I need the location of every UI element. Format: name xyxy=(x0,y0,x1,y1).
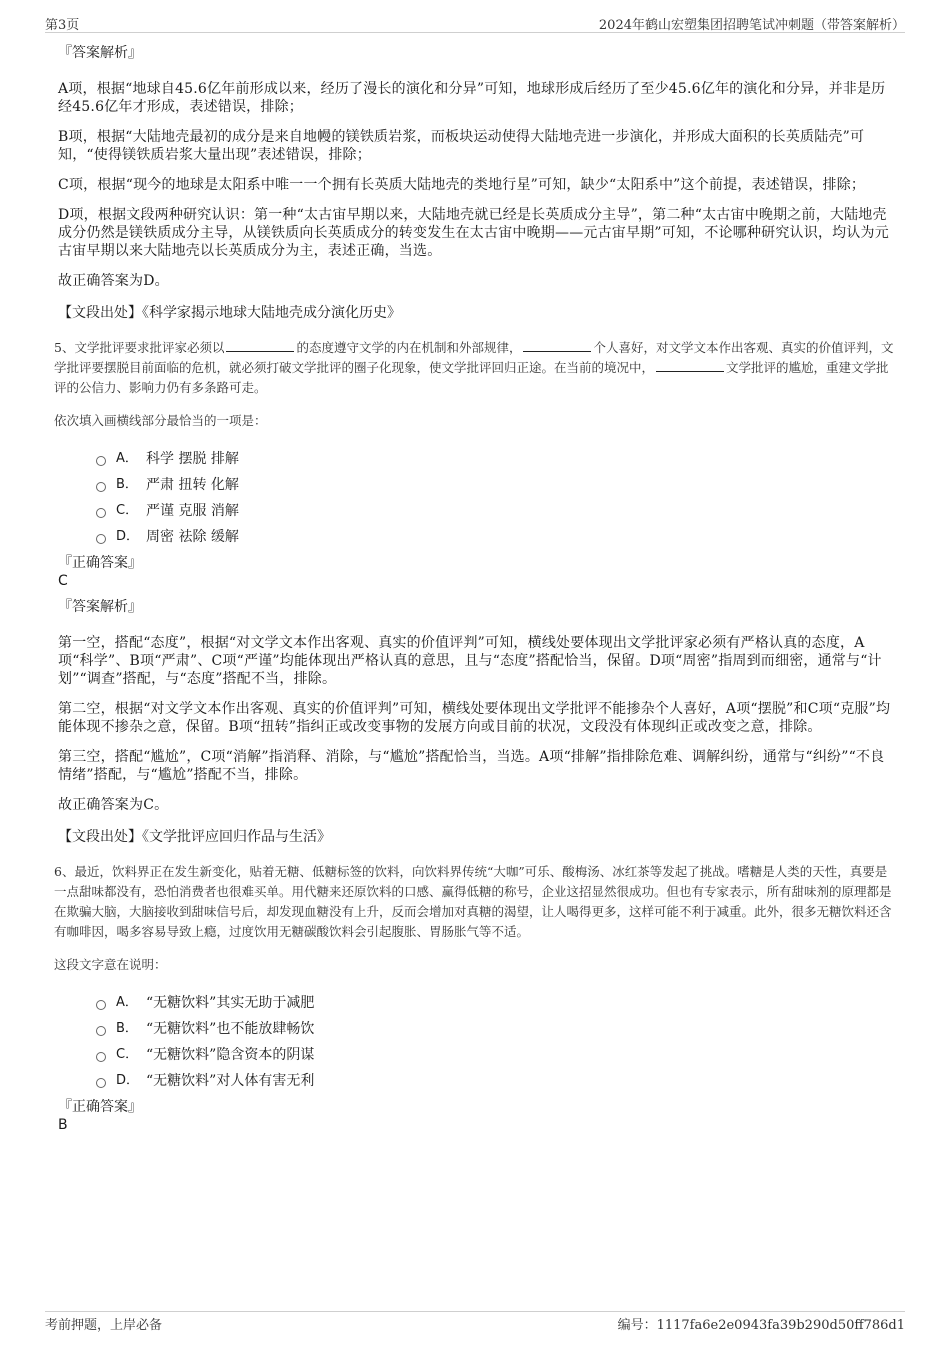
radio-icon[interactable] xyxy=(96,534,106,544)
q5-correct-label: 『正确答案』 xyxy=(58,555,142,571)
radio-icon[interactable] xyxy=(96,1026,106,1036)
q6-prompt: 这段文字意在说明： xyxy=(54,957,167,972)
q4-analysis-d: D项，根据文段两种研究认识：第一种“太古宙早期以来，大陆地壳就已经是长英质成分主导”，第二种“太古宙中晚期之前，大陆地壳成分仍然是镁铁质成分主导，从镁铁质向长英质成分的转变发生在太古宙中晚期——元古宙早期”可知，不论哪种研究认识，均认为元古宙早期以来大陆地壳以长英质成分为主，表述正确，当选。 xyxy=(58,207,889,259)
q4-analysis-b: B项，根据“大陆地壳最初的成分是来自地幔的镁铁质岩浆，而板块运动使得大陆地壳进一步演化，并形成大面积的长英质陆壳”可知，“使得镁铁质岩浆大量出现”表述错误，排除； xyxy=(58,129,865,163)
q6-options xyxy=(96,994,898,1090)
page-content xyxy=(54,44,898,1142)
q6-option-b[interactable]: B． “无糖饮料”也不能放肆畅饮 xyxy=(96,1020,898,1038)
page-number: 第3页 xyxy=(45,18,80,33)
q5-prompt: 依次填入画横线部分最恰当的一项是： xyxy=(54,413,267,428)
q6-correct-label: 『正确答案』 xyxy=(58,1099,142,1115)
q5-option-d[interactable]: D． 周密 祛除 缓解 xyxy=(96,528,898,546)
q4-analysis-a: A项，根据“地球自45.6亿年前形成以来，经历了漫长的演化和分异”可知，地球形成后经历了至少45.6亿年的演化和分异，并非是历经45.6亿年才形成，表述错误，排除； xyxy=(58,81,886,115)
document-id: 编号：1117fa6e2e0943fa39b290d50ff786d1 xyxy=(617,1318,905,1333)
q5-analysis-1: 第一空，搭配“态度”，根据“对文学文本作出客观、真实的价值评判”可知，横线处要体现出文学批评家必须有严格认真的态度，A项“科学”、B项“严肃”、C项“严谨”均能体现出严格认真的意思，且与“态度”搭配恰当，保留。D项“周密”指周到而细密，通常与“计划”“调查”搭配，与“态度”搭配不当，排除。 xyxy=(58,635,882,687)
document-title: 2024年鹤山宏塑集团招聘笔试冲刺题（带答案解析） xyxy=(598,18,905,33)
q4-analysis-label: 『答案解析』 xyxy=(58,45,142,61)
blank-1 xyxy=(226,338,294,352)
q5-correct-answer: C xyxy=(58,573,68,589)
q5-option-a[interactable]: A． 科学 摆脱 排解 xyxy=(96,450,898,468)
q5-analysis-2: 第二空，根据“对文学文本作出客观、真实的价值评判”可知，横线处要体现出文学批评不能掺杂个人喜好，A项“摆脱”和C项“克服”均能体现不掺杂之意，保留。B项“扭转”指纠正或改变事物的发展方向或目前的状况，文段没有体现纠正或改变之意，排除。 xyxy=(58,701,891,735)
q5-analysis-3: 第三空，搭配“尴尬”，C项“消解”指消释、消除，与“尴尬”搭配恰当，当选。A项“排解”指排除危难、调解纠纷，通常与“纠纷”“不良情绪”搭配，与“尴尬”搭配不当，排除。 xyxy=(58,749,885,783)
q5-option-b[interactable]: B． 严肃 扭转 化解 xyxy=(96,476,898,494)
q5-source: 【文段出处】《文学批评应回归作品与生活》 xyxy=(58,829,331,845)
radio-icon[interactable] xyxy=(96,1000,106,1010)
q5-options xyxy=(96,450,898,546)
q5-option-c[interactable]: C． 严谨 克服 消解 xyxy=(96,502,898,520)
q6-option-d[interactable]: D． “无糖饮料”对人体有害无利 xyxy=(96,1072,898,1090)
radio-icon[interactable] xyxy=(96,508,106,518)
q5-conclusion: 故正确答案为C。 xyxy=(58,797,169,813)
radio-icon[interactable] xyxy=(96,456,106,466)
footer-divider xyxy=(45,1311,905,1312)
blank-2 xyxy=(523,338,591,352)
radio-icon[interactable] xyxy=(96,1052,106,1062)
q6-option-a[interactable]: A． “无糖饮料”其实无助于减肥 xyxy=(96,994,898,1012)
q5-analysis-label: 『答案解析』 xyxy=(58,599,142,615)
blank-3 xyxy=(656,358,724,372)
radio-icon[interactable] xyxy=(96,1078,106,1088)
header-divider xyxy=(45,32,905,33)
q4-conclusion: 故正确答案为D。 xyxy=(58,273,169,289)
q6-option-c[interactable]: C． “无糖饮料”隐含资本的阴谋 xyxy=(96,1046,898,1064)
q6-correct-answer: B xyxy=(58,1117,68,1133)
q5-stem: 5、文学批评要求批评家必须以 的态度遵守文学的内在机制和外部规律， 个人喜好，对文学文本作出客观、真实的价值评判，文学批评要摆脱目前面临的危机，就必须打破文学批评的圈子化现象，使文学批评回归正途。在当前的境况中， 文学批评的尴尬，重建文学批评的公信力、影响力仍有多条路可走。 xyxy=(54,340,894,395)
q4-analysis-c: C项，根据“现今的地球是太阳系中唯一一个拥有长英质大陆地壳的类地行星”可知，缺少“太阳系中”这个前提，表述错误，排除； xyxy=(58,177,866,193)
radio-icon[interactable] xyxy=(96,482,106,492)
q6-stem: 6、最近，饮料界正在发生新变化，贴着无糖、低糖标签的饮料，向饮料界传统“大咖”可乐、酸梅汤、冰红茶等发起了挑战。嗜糖是人类的天性，真要是一点甜味都没有，恐怕消费者也很难买单。用代糖来还原饮料的口感、赢得低糖的称号，企业这招显然很成功。但也有专家表示，所有甜味剂的原理都是在欺骗大脑，大脑接收到甜味信号后，却发现血糖没有上升，反而会增加对真糖的渴望，让人喝得更多，这样可能不利于减重。此外，很多无糖饮料还含有咖啡因，喝多容易导致上瘾，过度饮用无糖碳酸饮料会引起腹胀、胃肠胀气等不适。 xyxy=(54,864,892,939)
q4-source: 【文段出处】《科学家揭示地球大陆地壳成分演化历史》 xyxy=(58,305,401,321)
page-header xyxy=(45,14,905,34)
page-footer xyxy=(45,1314,905,1334)
footer-slogan: 考前押题，上岸必备 xyxy=(45,1318,163,1333)
